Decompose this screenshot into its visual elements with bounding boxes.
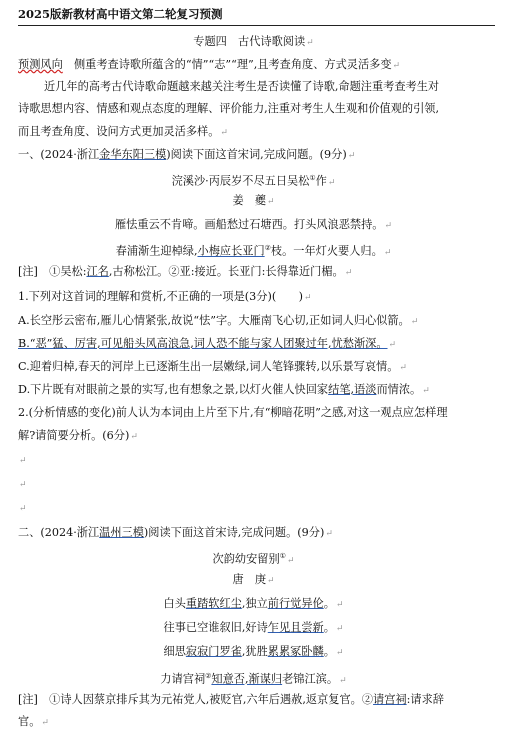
- q1-poem-note: ①: [309, 174, 316, 182]
- q2-l4-b: 老锦江滨。: [282, 672, 339, 686]
- q2-poem-line4: 力请宫祠②知意否,渐谋归老锦江滨。↵: [160, 672, 347, 686]
- q2-heading: 二、(2024·浙江温州三模)阅读下面这首宋诗,完成问题。(9分)↵: [18, 526, 333, 539]
- q1-heading: 一、(2024·浙江金华东阳三模)阅读下面这首宋词,完成问题。(9分)↵: [18, 148, 356, 161]
- q1-annot-under: 江名: [86, 265, 109, 278]
- topic-title: 专题四 古代诗歌阅读↵: [193, 35, 314, 48]
- q1-option-a: A.长空彤云密布,雁儿心情紧张,故说“怯”字。大雁南飞心切,正如词人归心似箭。↵: [18, 314, 419, 327]
- q2-l1-b: ,独立: [241, 597, 268, 610]
- q2-l4-under: 知意否,渐谋归: [211, 672, 283, 686]
- q2-annot-label: [注]: [18, 693, 38, 706]
- blank-line-2: ↵: [19, 480, 27, 490]
- q1-option-a-text: A.长空彤云密布,雁儿心情紧张,故说“怯”字。大雁南飞心切,正如词人归心似箭。: [18, 314, 410, 327]
- q1-heading-source: 金华东阳三模: [99, 148, 167, 161]
- q1-option-d-post: 而情浓。: [376, 383, 422, 396]
- q2-annot-b: :请求辞: [406, 693, 444, 706]
- q2-l4-note: ②: [205, 672, 212, 680]
- q2-l2-a: 往事已空谁叙旧,好诗: [163, 621, 268, 634]
- q1-poem-line2-post: 枝。一年灯火要人归。: [270, 244, 383, 258]
- q2-l1-c: 。: [323, 597, 335, 610]
- q1-annot-b: ,古称松江。②亚:接近。长亚门:长得靠近门楣。: [108, 265, 344, 278]
- q1-sub2-line1: [18, 405, 495, 421]
- intro-line: 预测风向 侧重考查诗歌所蕴含的“情”“志”“理”,且考查角度、方式灵活多变↵: [18, 58, 401, 71]
- q1-sub1: 1.下列对这首词的理解和赏析,不正确的一项是(3分)( )↵: [18, 290, 312, 303]
- q2-l1-under1: 重踏软红尘: [185, 597, 242, 610]
- q1-option-b-text: B.“恶”猛、厉害,可见船头风高浪急,词人恐不能与家人团聚过年,忧愁渐深。: [18, 337, 388, 350]
- q1-poem-title-suffix: 作: [315, 174, 327, 188]
- para1-line1: [44, 79, 495, 95]
- q2-annot-a: ①诗人因蔡京排斥其为元祐党人,被贬官,六年后遇赦,返京复官。②: [49, 693, 374, 706]
- q2-author: 唐 庚↵: [232, 573, 275, 586]
- q2-l1-a: 白头: [163, 597, 186, 610]
- q2-l2-under: 乍见且尝新: [267, 621, 324, 634]
- q2-author-text: 唐 庚: [232, 573, 267, 586]
- q1-annot-label: [注]: [18, 265, 38, 278]
- para1-line2: [18, 101, 495, 117]
- q1-poem-line2: 春浦渐生迎棹绿,小梅应长亚门②枝。一年灯火要人归。↵: [115, 244, 392, 258]
- q1-sub2-text-a: 2.(分析情感的变化)前人认为本词由上片至下片,有“柳暗花明”之感,对这一观点应怎样理: [18, 406, 448, 419]
- q1-option-c: C.迎着归棹,春天的河岸上已逐渐生出一层嫩绿,词人笔锋骤转,以乐景写哀情。↵: [18, 360, 407, 373]
- q2-l1-under2: 前行觉异伦: [267, 597, 324, 610]
- intro-text: 侧重考查诗歌所蕴含的“情”“志”“理”,且考查角度、方式灵活多变: [73, 58, 392, 71]
- q2-l4-a: 力请宫祠: [160, 672, 206, 686]
- q1-poem-line2-pre: 春浦渐生迎棹绿,: [115, 244, 198, 258]
- q1-poem-title: 浣溪沙·丙辰岁不尽五日吴松①作↵: [171, 174, 336, 188]
- q1-poem-line2-note: ②: [264, 244, 271, 252]
- q1-author-text: 姜 夔: [232, 194, 267, 207]
- doc-header-text: 2025版新教材高中语文第二轮复习预测: [18, 7, 223, 21]
- q2-heading-source: 温州三模: [99, 526, 144, 539]
- q2-poem-title-text: 次韵幼安留别: [212, 552, 280, 566]
- para1-line3: 而且考查角度、设问方式更加灵活多样。↵: [18, 125, 228, 138]
- para1-text-b: 诗歌思想内容、情感和观点态度的理解、评价能力,注重对考生人生观和价值观的引领,: [18, 102, 440, 115]
- q1-poem-line1-text: 雁怯重云不肯啼。画船愁过石塘西。打头风浪恶禁持。: [114, 218, 384, 231]
- q1-heading-post: )阅读下面这首宋词,完成问题。(9分): [166, 148, 347, 161]
- q1-option-d: D.下片既有对眼前之景的实写,也有想象之景,以灯火催人快回家结笔,语淡而情浓。↵: [18, 383, 430, 396]
- q2-heading-pre: 二、(2024·浙江: [18, 526, 100, 539]
- q2-heading-post: )阅读下面这首宋诗,完成问题。(9分): [143, 526, 325, 539]
- q1-option-d-pre: D.下片既有对眼前之景的实写,也有想象之景,以灯火催人快回家: [18, 383, 329, 396]
- header-rule: [18, 25, 495, 26]
- topic-title-text: 专题四 古代诗歌阅读: [193, 35, 306, 48]
- doc-header: [18, 6, 495, 22]
- q1-poem-line1: 雁怯重云不肯啼。画船愁过石塘西。打头风浪恶禁持。↵: [114, 218, 393, 231]
- q2-l3-a: 细思: [163, 645, 186, 658]
- q1-option-c-text: C.迎着归棹,春天的河岸上已逐渐生出一层嫩绿,词人笔锋骤转,以乐景写哀情。: [18, 360, 399, 373]
- intro-label: 预测风向: [18, 58, 63, 71]
- q1-poem-line2-under: 小梅应长亚门: [197, 244, 265, 258]
- q2-l3-under1: 寂寂门罗雀: [185, 645, 242, 658]
- q1-poem-title-text: 浣溪沙·丙辰岁不尽五日吴松: [171, 174, 310, 188]
- blank-line-1: ↵: [19, 456, 27, 466]
- para1-text-c: 而且考查角度、设问方式更加灵活多样。: [18, 125, 220, 138]
- q1-annot-a: ①吴松:: [49, 265, 87, 278]
- q2-l3-b: ,犹胜: [241, 645, 268, 658]
- q1-sub2-text-b: 解?请简要分析。(6分): [18, 429, 130, 442]
- q1-author: 姜 夔↵: [232, 194, 275, 207]
- q1-option-d-under: 结笔,语淡: [328, 383, 377, 396]
- q2-l3-under2: 累累冢卧麟: [267, 645, 324, 658]
- q2-annotation-line2: 官。↵: [18, 715, 49, 728]
- q2-annot-under: 请宫祠: [373, 693, 407, 706]
- q2-l2-b: 。: [323, 621, 335, 634]
- q1-sub2-line2: 解?请简要分析。(6分)↵: [18, 429, 138, 442]
- q2-annotation-line1: [18, 692, 495, 708]
- q2-poem-title: 次韵幼安留别①↵: [212, 552, 295, 566]
- q1-heading-pre: 一、(2024·浙江: [18, 148, 100, 161]
- q2-l3-c: 。: [323, 645, 335, 658]
- para1-text-a: 近几年的高考古代诗歌命题越来越关注考生是否读懂了诗歌,命题注重考查考生对: [44, 80, 440, 93]
- q1-sub1-text: 1.下列对这首词的理解和赏析,不正确的一项是(3分)( ): [18, 290, 303, 303]
- q2-annot-c: 官。: [18, 715, 41, 728]
- q2-poem-line2: 往事已空谁叙旧,好诗乍见且尝新。↵: [163, 621, 344, 634]
- q1-annotation: [注] ①吴松:江名,古称松江。②亚:接近。长亚门:长得靠近门楣。↵: [18, 265, 353, 278]
- q2-poem-line1: 白头重踏软红尘,独立前行觉异伦。↵: [163, 597, 344, 610]
- q2-poem-note: ①: [279, 552, 286, 560]
- q1-option-b: B.“恶”猛、厉害,可见船头风高浪急,词人恐不能与家人团聚过年,忧愁渐深。↵: [18, 337, 397, 350]
- q2-poem-line3: 细思寂寂门罗雀,犹胜累累冢卧麟。↵: [163, 645, 344, 658]
- blank-line-3: ↵: [19, 504, 27, 514]
